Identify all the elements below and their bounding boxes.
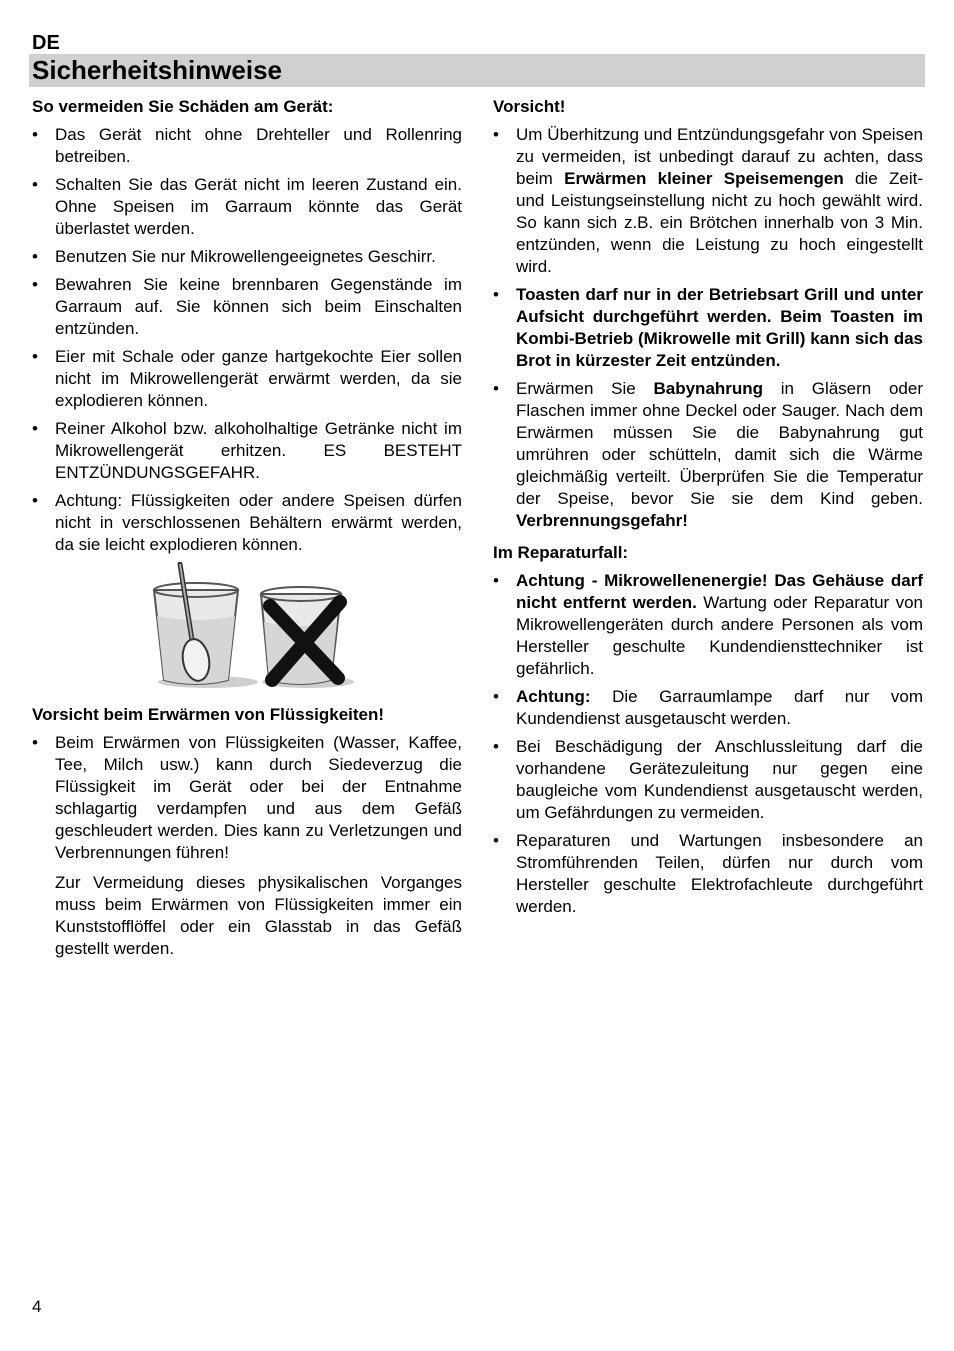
- page-title: Sicherheitshinweise: [32, 55, 282, 85]
- list-item: • Eier mit Schale oder ganze hartgekochte Eier sollen nicht im Mikrowellengerät erwärmt werden, da sie explodieren können.: [32, 346, 462, 412]
- title-bar: [29, 54, 925, 87]
- page-number: 4: [32, 1297, 42, 1316]
- left-column: [32, 96, 462, 960]
- device-damage-list: [32, 124, 462, 556]
- list-item: • Um Überhitzung und Entzündungsgefahr von Speisen zu vermeiden, ist unbedingt darauf zu achten, dass beim Erwärmen kleiner Speisemengen die Zeit- und Leistungseinstellung nicht zu hoch gewählt wird. So kann sich z.B. ein Brötchen innerhalb von 3 Min. entzünden, wenn die Leistung zu hoch eingestellt wird.: [493, 124, 923, 278]
- list-item: • Bewahren Sie keine brennbaren Gegenstände im Garraum auf. Sie können sich beim Einschalten entzünden.: [32, 274, 462, 340]
- repair-list: [493, 570, 923, 918]
- list-item: • Toasten darf nur in der Betriebsart Grill und unter Aufsicht durchgeführt werden. Beim Toasten im Kombi-Betrieb (Mikrowelle mit Grill) kann sich das Brot in kürzester Zeit entzünden.: [493, 284, 923, 372]
- list-item: • Erwärmen Sie Babynahrung in Gläsern oder Flaschen immer ohne Deckel oder Sauger. Nach dem Erwärmen müssen Sie die Babynahrung gut umrühren oder schütteln, damit sich die Wärme gleichmäßig verteilt. Überprüfen Sie die Temperatur der Speise, bevor Sie sie dem Kind geben. Verbrennungsgefahr!: [493, 378, 923, 532]
- list-item: • Bei Beschädigung der Anschlussleitung darf die vorhandene Gerätezuleitung nur gegen eine baugleiche vom Kundendienst ausgetauscht werden, um Gefährdungen zu vermeiden.: [493, 736, 923, 824]
- language-code: DE: [32, 32, 60, 54]
- list-item: • Achtung: Flüssigkeiten oder andere Speisen dürfen nicht in verschlossenen Behältern erwärmt werden, da sie leicht explodieren können.: [32, 490, 462, 556]
- list-item: • Beim Erwärmen von Flüssigkeiten (Wasser, Kaffee, Tee, Milch usw.) kann durch Siedeverzug die Flüssigkeit im Gerät oder bei der Entnahme schlagartig verdampfen und aus dem Gefäß geschleudert werden. Dies kann zu Verletzungen und Verbrennungen führen!: [32, 732, 462, 864]
- list-item: • Schalten Sie das Gerät nicht im leeren Zustand ein. Ohne Speisen im Garraum könnte das Gerät überlastet werden.: [32, 174, 462, 240]
- list-item: • Achtung: Die Garraumlampe darf nur vom Kundendienst ausgetauscht werden.: [493, 686, 923, 730]
- section-heading-device-damage: So vermeiden Sie Schäden am Gerät:: [32, 97, 334, 116]
- caution-list: [493, 124, 923, 532]
- liquids-paragraph: Zur Vermeidung dieses physikalischen Vorganges muss beim Erwärmen von Flüssigkeiten immer ein Kunststofflöffel oder ein Glasstab in das Gefäß gestellt werden.: [55, 873, 462, 958]
- liquids-list: [32, 732, 462, 864]
- list-item: • Benutzen Sie nur Mikrowellengeeignetes Geschirr.: [32, 246, 462, 268]
- section-heading-caution: Vorsicht!: [493, 97, 566, 116]
- section-heading-liquids: Vorsicht beim Erwärmen von Flüssigkeiten!: [32, 705, 385, 724]
- list-item: • Reiner Alkohol bzw. alkoholhaltige Getränke nicht im Mikrowellengerät erhitzen. ES BESTEHT ENTZÜNDUNGSGEFAHR.: [32, 418, 462, 484]
- list-item: • Reparaturen und Wartungen insbesondere an Stromführenden Teilen, dürfen nur durch vom Hersteller geschulte Elektrofachleute durchgeführt werden.: [493, 830, 923, 918]
- list-item: • Das Gerät nicht ohne Drehteller und Rollenring betreiben.: [32, 124, 462, 168]
- glass-crossed-out-icon: [261, 587, 354, 688]
- glass-with-spoon-icon: [154, 564, 258, 688]
- section-heading-repair: Im Reparaturfall:: [493, 543, 629, 562]
- glass-spoon-illustration: [148, 562, 368, 692]
- right-column: [493, 96, 923, 924]
- list-item: • Achtung - Mikrowellenenergie! Das Gehäuse darf nicht entfernt werden. Wartung oder Reparatur von Mikrowellengeräten durch andere Personen als vom Hersteller geschulte Kundendiensttechniker ist gefährlich.: [493, 570, 923, 680]
